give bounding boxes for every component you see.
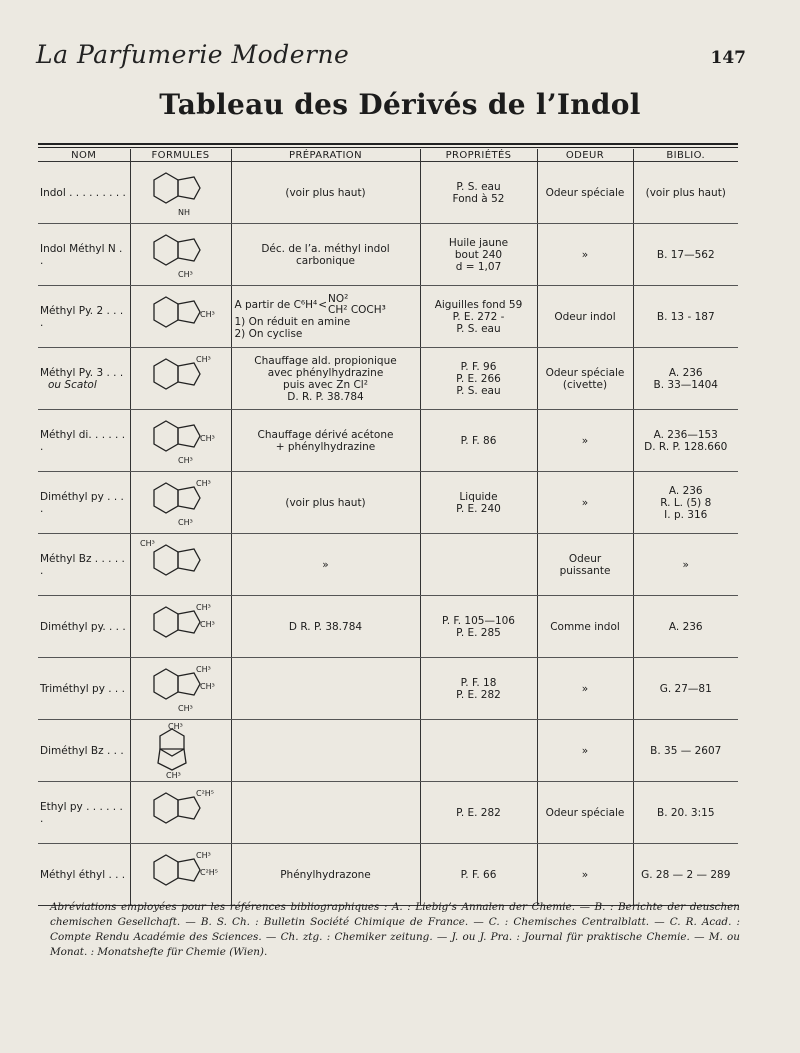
props-line: Liquide <box>459 490 498 503</box>
formula-label: CH³ <box>199 619 215 629</box>
biblio-line: G. 28 — 2 — 289 <box>641 868 731 881</box>
cell-proprietes <box>420 658 537 720</box>
formula-label: CH³ <box>165 770 181 779</box>
cell-proprietes <box>420 720 537 782</box>
cell-proprietes <box>420 844 537 906</box>
biblio-line: A. 236 <box>668 366 703 379</box>
structural-formula <box>136 227 226 283</box>
formula-label: CH³ <box>139 538 155 548</box>
structural-formula <box>136 723 226 779</box>
structural-formula <box>136 351 226 407</box>
journal-name: La Parfumerie Moderne <box>36 40 350 69</box>
cell-preparation <box>231 348 420 410</box>
compound-name: Indol Méthyl N . . <box>40 242 123 267</box>
prep-line <box>235 294 417 316</box>
cell-biblio <box>633 472 738 534</box>
odeur-line: Odeur spéciale <box>545 366 625 379</box>
compound-name: Diméthyl py . . . . <box>40 490 124 515</box>
cell-odeur <box>537 782 633 844</box>
compound-name: Méthyl Bz . . . . . . <box>40 552 125 577</box>
structural-formula <box>136 661 226 717</box>
compound-name: Méthyl Py. 2 . . . . <box>40 304 124 329</box>
cell-biblio <box>633 224 738 286</box>
biblio-line: G. 27—81 <box>659 682 712 695</box>
cell-formule <box>130 658 231 720</box>
props-line: P. E. 272 - <box>452 310 505 323</box>
cell-nom <box>38 844 130 906</box>
cell-proprietes <box>420 534 537 596</box>
table-top-rule-thin <box>38 147 738 148</box>
props-line: P. F. 105—106 <box>442 614 515 627</box>
cell-odeur <box>537 596 633 658</box>
prep-line: » <box>322 558 329 571</box>
biblio-line: A. 236—153 <box>653 428 718 441</box>
formula-label: CH³ <box>195 602 211 612</box>
prep-line: Chauffage ald. propionique <box>254 354 397 367</box>
cell-nom <box>38 658 130 720</box>
table-row <box>38 472 738 534</box>
cell-odeur <box>537 844 633 906</box>
table-row <box>38 534 738 596</box>
biblio-line: B. 35 — 2607 <box>650 744 722 757</box>
cell-odeur <box>537 348 633 410</box>
cell-nom <box>38 596 130 658</box>
prep-line: D. R. P. 38.784 <box>287 390 364 403</box>
cell-odeur <box>537 286 633 348</box>
cell-biblio <box>633 658 738 720</box>
branch-bracket-icon: < <box>318 298 328 311</box>
cell-nom <box>38 720 130 782</box>
cell-nom <box>38 224 130 286</box>
cell-nom <box>38 472 130 534</box>
compound-name: Méthyl éthyl . . . <box>40 868 126 881</box>
cell-preparation <box>231 782 420 844</box>
cell-biblio <box>633 286 738 348</box>
cell-nom <box>38 410 130 472</box>
formula-label: CH³ <box>195 478 211 488</box>
table-row <box>38 348 738 410</box>
biblio-line: B. 33—1404 <box>653 378 718 391</box>
props-line: Huile jaune <box>448 236 509 249</box>
props-line: P. E. 266 <box>456 372 501 385</box>
biblio-line: B. 13 - 187 <box>656 310 715 323</box>
cell-preparation <box>231 224 420 286</box>
col-header-formules: FORMULES <box>130 149 231 162</box>
cell-formule <box>130 348 231 410</box>
prep-line: (voir plus haut) <box>285 186 366 199</box>
page-title: Tableau des Dérivés de l’Indol <box>159 88 641 121</box>
prep-line: (voir plus haut) <box>285 496 366 509</box>
formula-label: CH³ <box>199 681 215 691</box>
formula-label: CH³ <box>199 309 215 319</box>
cell-biblio <box>633 720 738 782</box>
table-header-row <box>38 149 738 162</box>
compound-name: Méthyl Py. 3 . . . <box>40 366 124 379</box>
compound-name: Méthyl di. . . . . . . <box>40 428 126 453</box>
formula-label: CH³ <box>177 269 193 279</box>
structural-formula <box>136 289 226 345</box>
cell-preparation <box>231 844 420 906</box>
cell-preparation <box>231 658 420 720</box>
cell-formule <box>130 410 231 472</box>
cell-biblio <box>633 162 738 224</box>
formula-label: CH³ <box>199 433 215 443</box>
cell-odeur <box>537 534 633 596</box>
table-top-rule <box>38 143 738 145</box>
cell-nom <box>38 286 130 348</box>
cell-biblio <box>633 844 738 906</box>
cell-proprietes <box>420 162 537 224</box>
cell-formule <box>130 782 231 844</box>
props-line: P. F. 86 <box>460 434 497 447</box>
odeur-line: Odeur <box>568 552 602 565</box>
biblio-line: B. 17—562 <box>656 248 715 261</box>
cell-proprietes <box>420 410 537 472</box>
derivatives-table <box>38 149 738 906</box>
cell-preparation <box>231 596 420 658</box>
prep-line: puis avec Zn Cl² <box>283 378 368 391</box>
odeur-line: » <box>581 682 589 695</box>
props-line: bout 240 <box>454 248 503 261</box>
odeur-line: puissante <box>559 564 611 577</box>
odeur-line: » <box>581 434 589 447</box>
cell-formule <box>130 844 231 906</box>
prep-line: + phénylhydrazine <box>275 440 376 453</box>
props-line: P. F. 96 <box>460 360 497 373</box>
prep-line: Phénylhydrazone <box>280 868 371 881</box>
cell-odeur <box>537 410 633 472</box>
structural-formula <box>136 847 226 903</box>
compound-name: Diméthyl py. . . . <box>40 620 126 633</box>
cell-biblio <box>633 410 738 472</box>
page-number: 147 <box>710 48 746 68</box>
biblio-line: B. 20. 3:15 <box>657 806 715 819</box>
table-row <box>38 162 738 224</box>
biblio-line: D. R. P. 128.660 <box>644 440 728 453</box>
compound-name: Ethyl py . . . . . . . <box>40 800 123 825</box>
formula-label: C²H⁵ <box>199 867 218 877</box>
structural-formula <box>136 599 226 655</box>
props-line: P. E. 282 <box>456 688 501 701</box>
biblio-line: » <box>682 558 689 571</box>
cell-preparation <box>231 410 420 472</box>
formula-label: CH³ <box>177 455 193 465</box>
abbreviations-footnote: Abréviations employées pour les références bibliographiques : A. : Liebig’s Annalen der Chemie. — B. : Berichte der deuschen chemischen Gesellchaft. — B. S. Ch. : Bulletin Société Chimique de France. — C. : Chemisches Centralblatt. — C. R. Acad. : Compte Rendu Académie des Sciences. — Ch. ztg. : Chemiker zeitung. — J. ou J. Pra. : Journal für praktische Chemie. — M. ou Monat. : Monatshefte für Chemie (Wien). <box>50 901 740 958</box>
odeur-line: » <box>581 744 589 757</box>
table-row <box>38 782 738 844</box>
cell-proprietes <box>420 472 537 534</box>
props-line: d = 1,07 <box>455 260 502 273</box>
compound-alias: ou Scatol <box>48 378 97 391</box>
props-line: Aiguilles fond 59 <box>434 298 523 311</box>
table-row <box>38 596 738 658</box>
biblio-line: (voir plus haut) <box>645 186 726 199</box>
props-line: P. S. eau <box>456 322 501 335</box>
odeur-line: Odeur spéciale <box>545 806 625 819</box>
odeur-line: Comme indol <box>550 620 620 633</box>
formula-label: CH³ <box>177 703 193 713</box>
cell-biblio <box>633 782 738 844</box>
cell-proprietes <box>420 782 537 844</box>
cell-biblio <box>633 348 738 410</box>
table-row <box>38 410 738 472</box>
structural-formula <box>136 475 226 531</box>
cell-formule <box>130 596 231 658</box>
prep-line: D R. P. 38.784 <box>288 620 363 633</box>
cell-nom <box>38 348 130 410</box>
cell-odeur <box>537 224 633 286</box>
formula-label: NH <box>177 207 190 217</box>
cell-nom <box>38 534 130 596</box>
formula-label: CH³ <box>167 722 183 731</box>
cell-odeur <box>537 720 633 782</box>
col-header-proprietes: PROPRIÉTÉS <box>420 149 537 162</box>
cell-formule <box>130 162 231 224</box>
cell-formule <box>130 720 231 782</box>
props-line: P. E. 282 <box>456 806 501 819</box>
biblio-line: A. 236 <box>668 620 703 633</box>
structural-formula <box>136 785 226 841</box>
props-line: P. E. 285 <box>456 626 501 639</box>
prep-line: 2) On cyclise <box>234 327 303 340</box>
structural-formula <box>136 165 226 221</box>
cell-odeur <box>537 658 633 720</box>
cell-formule <box>130 472 231 534</box>
odeur-line: (civette) <box>562 378 608 391</box>
table-row <box>38 286 738 348</box>
props-line: Fond à 52 <box>452 192 505 205</box>
table-row <box>38 720 738 782</box>
table-body <box>38 162 738 906</box>
props-line: P. F. 66 <box>460 868 497 881</box>
cell-odeur <box>537 162 633 224</box>
props-line: P. F. 18 <box>460 676 497 689</box>
cell-nom <box>38 782 130 844</box>
formula-label: CH³ <box>195 664 211 674</box>
cell-formule <box>130 534 231 596</box>
cell-proprietes <box>420 596 537 658</box>
col-header-biblio: BIBLIO. <box>633 149 738 162</box>
col-header-nom: NOM <box>38 149 130 162</box>
substituent-top: NO² <box>328 292 349 305</box>
compound-name: Indol . . . . . . . . . <box>40 186 126 199</box>
cell-proprietes <box>420 286 537 348</box>
props-line: P. S. eau <box>456 384 501 397</box>
cell-preparation <box>231 534 420 596</box>
props-line: P. S. eau <box>456 180 501 193</box>
structural-formula <box>136 413 226 469</box>
table-row <box>38 844 738 906</box>
col-header-odeur: ODEUR <box>537 149 633 162</box>
compound-name: Diméthyl Bz . . . <box>40 744 124 757</box>
structural-formula <box>136 537 226 593</box>
substituents-stack <box>328 294 386 316</box>
cell-preparation <box>231 720 420 782</box>
cell-preparation <box>231 162 420 224</box>
formula-label: CH³ <box>177 517 193 527</box>
prep-line: avec phénylhydrazine <box>267 366 384 379</box>
cell-proprietes <box>420 224 537 286</box>
formula-label: CH³ <box>195 354 211 364</box>
cell-biblio <box>633 596 738 658</box>
cell-nom <box>38 162 130 224</box>
odeur-line: » <box>581 496 589 509</box>
cell-odeur <box>537 472 633 534</box>
biblio-line: R. L. (5) 8 <box>660 496 712 509</box>
cell-preparation <box>231 286 420 348</box>
odeur-line: Odeur spéciale <box>545 186 625 199</box>
odeur-line: Odeur indol <box>554 310 616 323</box>
cell-formule <box>130 286 231 348</box>
odeur-line: » <box>581 248 589 261</box>
substituent-bottom: CH² COCH³ <box>328 303 386 316</box>
prep-line: Chauffage dérivé acétone <box>257 428 394 441</box>
formula-label: C²H⁵ <box>195 788 214 798</box>
props-line: P. E. 240 <box>456 502 501 515</box>
cell-biblio <box>633 534 738 596</box>
cell-formule <box>130 224 231 286</box>
col-header-preparation: PRÉPARATION <box>231 149 420 162</box>
biblio-line: I. p. 316 <box>664 508 708 521</box>
odeur-line: » <box>581 868 589 881</box>
prep-line: 1) On réduit en amine <box>234 315 351 328</box>
biblio-line: A. 236 <box>668 484 703 497</box>
cell-proprietes <box>420 348 537 410</box>
table-row <box>38 224 738 286</box>
formula-label: CH³ <box>195 850 211 860</box>
prep-line: Déc. de l’a. méthyl indol carbonique <box>261 242 390 267</box>
prep-text: A partir de C⁶H⁴ <box>234 298 318 311</box>
cell-preparation <box>231 472 420 534</box>
compound-name: Triméthyl py . . . <box>40 682 125 695</box>
table-row <box>38 658 738 720</box>
